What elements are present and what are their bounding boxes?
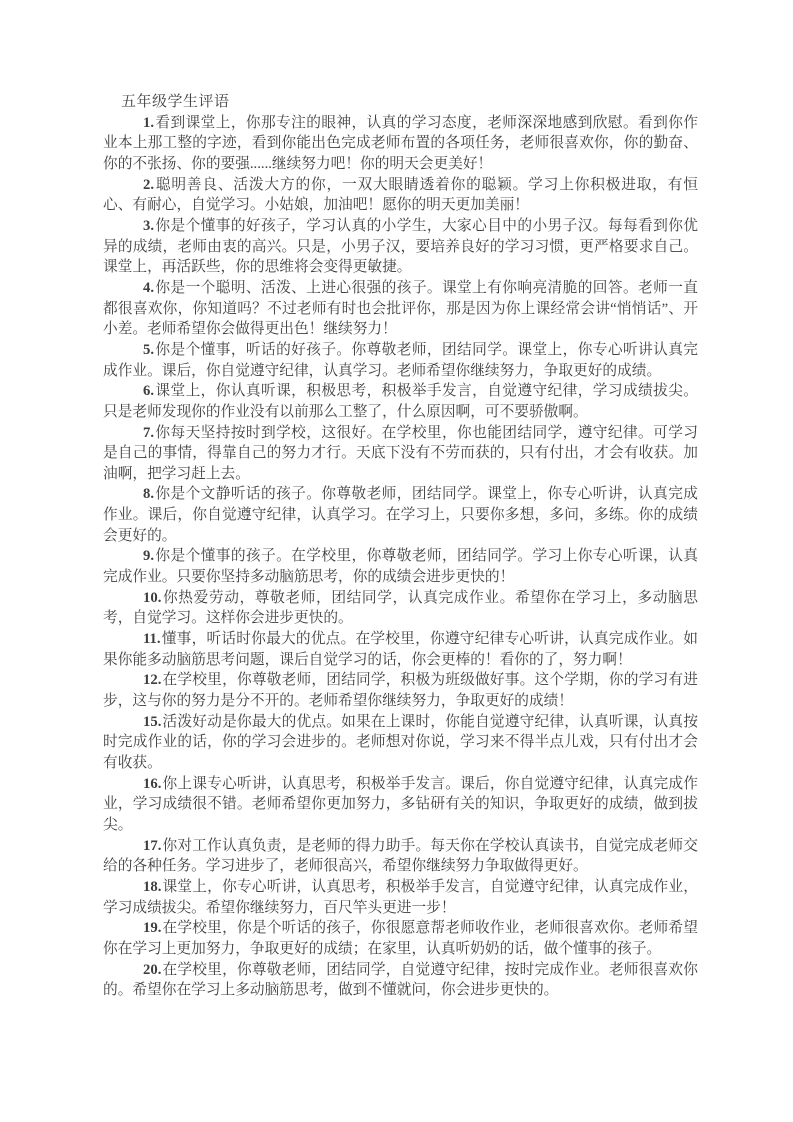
comment-paragraph bbox=[103, 484, 698, 546]
comment-paragraph bbox=[103, 340, 698, 381]
comment-paragraph bbox=[103, 546, 698, 587]
item-text: 看到课堂上，你那专注的眼神，认真的学习态度，老师深深地感到欣慰。看到你作业本上那工整的字迹，看到你能出色完成老师布置的各项任务，老师很喜欢你，你的勤奋、你的不张扬、你的要强......继续努力吧！你的明天会更美好！ bbox=[103, 114, 698, 172]
comment-paragraph bbox=[103, 670, 698, 711]
item-number: 11. bbox=[143, 631, 161, 648]
item-text: 你是个文静听话的孩子。你尊敬老师，团结同学。课堂上，你专心听讲，认真完成作业。课后，你自觉遵守纪律，认真学习。在学习上，只要你多想，多问，多练。你的成绩会更好的。 bbox=[103, 486, 698, 544]
item-text: 聪明善良、活泼大方的你，一双大眼睛透着你的聪颖。学习上你积极进取，有恒心、有耐心，自觉学习。小姑娘，加油吧！愿你的明天更加美丽！ bbox=[103, 176, 698, 214]
item-number: 4. bbox=[143, 279, 155, 296]
item-text: 你热爱劳动，尊敬老师，团结同学，认真完成作业。希望你在学习上，多动脑思考，自觉学习。这样你会进步更快的。 bbox=[103, 589, 698, 627]
item-number: 10. bbox=[143, 589, 162, 606]
item-number: 1. bbox=[143, 114, 155, 131]
item-text: 课堂上，你专心听讲，认真思考，积极举手发言，自觉遵守纪律，认真完成作业，学习成绩拔尖。希望你继续努力，百尺竿头更进一步！ bbox=[103, 878, 698, 916]
comment-paragraph bbox=[103, 175, 698, 216]
item-number: 12. bbox=[143, 672, 162, 689]
item-text: 在学校里，你是个听话的孩子，你很愿意帮老师收作业，老师很喜欢你。老师希望你在学习上更加努力，争取更好的成绩；在家里，认真听奶奶的话，做个懂事的孩子。 bbox=[103, 920, 698, 957]
item-number: 6. bbox=[143, 383, 155, 400]
item-number: 16. bbox=[143, 775, 162, 792]
comment-paragraph bbox=[103, 588, 698, 629]
comment-paragraph bbox=[103, 278, 698, 340]
item-text: 课堂上，你认真听课，积极思考，积极举手发言，自觉遵守纪律，学习成绩拔尖。只是老师发现你的作业没有以前那么工整了，什么原因啊，可不要骄傲啊。 bbox=[103, 383, 698, 420]
item-number: 5. bbox=[143, 341, 155, 358]
item-text: 你是一个聪明、活泼、上进心很强的孩子。课堂上有你响亮清脆的回答。老师一直都很喜欢你，你知道吗？不过老师有时也会批评你，那是因为你上课经常会讲“悄悄话”、开小差。老师希望你会做得更出色！继续努力！ bbox=[103, 279, 698, 338]
comment-paragraph bbox=[103, 381, 698, 422]
item-number: 17. bbox=[143, 837, 162, 854]
item-text: 懂事，听话时你最大的优点。在学校里，你遵守纪律专心听讲，认真完成作业。如果你能多动脑筋思考问题，课后自觉学习的话，你会更棒的！看你的了，努力啊！ bbox=[103, 631, 698, 668]
item-text: 在学校里，你尊敬老师，团结同学，自觉遵守纪律，按时完成作业。老师很喜欢你的。希望你在学习上多动脑筋思考，做到不懂就问，你会进步更快的。 bbox=[103, 961, 698, 999]
comment-paragraph bbox=[103, 113, 698, 175]
item-number: 19. bbox=[143, 920, 162, 937]
comment-paragraph bbox=[103, 216, 698, 278]
comment-paragraph bbox=[103, 712, 698, 774]
item-number: 8. bbox=[143, 486, 155, 503]
comment-list bbox=[103, 113, 698, 1001]
comment-paragraph bbox=[103, 423, 698, 485]
item-text: 你上课专心听讲，认真思考，积极举手发言。课后，你自觉遵守纪律，认真完成作业，学习成绩很不错。老师希望你更加努力，多钻研有关的知识，争取更好的成绩，做到拔尖。 bbox=[103, 775, 698, 833]
item-text: 在学校里，你尊敬老师，团结同学，积极为班级做好事。这个学期，你的学习有进步，这与你的努力是分不开的。老师希望你继续努力，争取更好的成绩！ bbox=[103, 672, 698, 710]
item-text: 你是个懂事的好孩子，学习认真的小学生，大家心目中的小男子汉。每每看到你优异的成绩，老师由衷的高兴。只是，小男子汉，要培养良好的学习习惯，更严格要求自己。课堂上，再活跃些，你的思维将会变得更敏捷。 bbox=[103, 217, 698, 276]
item-text: 你是个懂事，听话的好孩子。你尊敬老师，团结同学。课堂上，你专心听讲认真完成作业。课后，你自觉遵守纪律，认真学习。老师希望你继续努力，争取更好的成绩。 bbox=[103, 341, 698, 379]
comment-paragraph bbox=[103, 774, 698, 836]
item-number: 18. bbox=[143, 878, 162, 895]
item-number: 9. bbox=[143, 548, 155, 565]
item-number: 3. bbox=[143, 217, 155, 234]
item-text: 活泼好动是你最大的优点。如果在上课时，你能自觉遵守纪律，认真听课，认真按时完成作业的话，你的学习会进步的。老师想对你说，学习来不得半点儿戏，只有付出才会有收获。 bbox=[103, 713, 698, 771]
comment-paragraph bbox=[103, 629, 698, 670]
comment-paragraph bbox=[103, 836, 698, 877]
item-number: 2. bbox=[143, 176, 155, 193]
comment-paragraph bbox=[103, 960, 698, 1001]
item-number: 20. bbox=[143, 961, 162, 978]
item-number: 15. bbox=[143, 713, 162, 730]
document-title: 五年级学生评语 bbox=[121, 94, 230, 110]
comment-paragraph bbox=[103, 877, 698, 918]
item-text: 你对工作认真负责，是老师的得力助手。每天你在学校认真读书，自觉完成老师交给的各种任务。学习进步了，老师很高兴，希望你继续努力争取做得更好。 bbox=[103, 837, 698, 875]
item-number: 7. bbox=[143, 424, 155, 441]
item-text: 你每天坚持按时到学校，这很好。在学校里，你也能团结同学，遵守纪律。可学习是自己的事情，得靠自己的努力才行。天底下没有不劳而获的，只有付出，才会有收获。加油啊，把学习赶上去。 bbox=[103, 424, 698, 482]
item-text: 你是个懂事的孩子。在学校里，你尊敬老师，团结同学。学习上你专心听课，认真完成作业。只要你坚持多动脑筋思考，你的成绩会进步更快的！ bbox=[103, 548, 698, 586]
comment-paragraph bbox=[103, 918, 698, 959]
